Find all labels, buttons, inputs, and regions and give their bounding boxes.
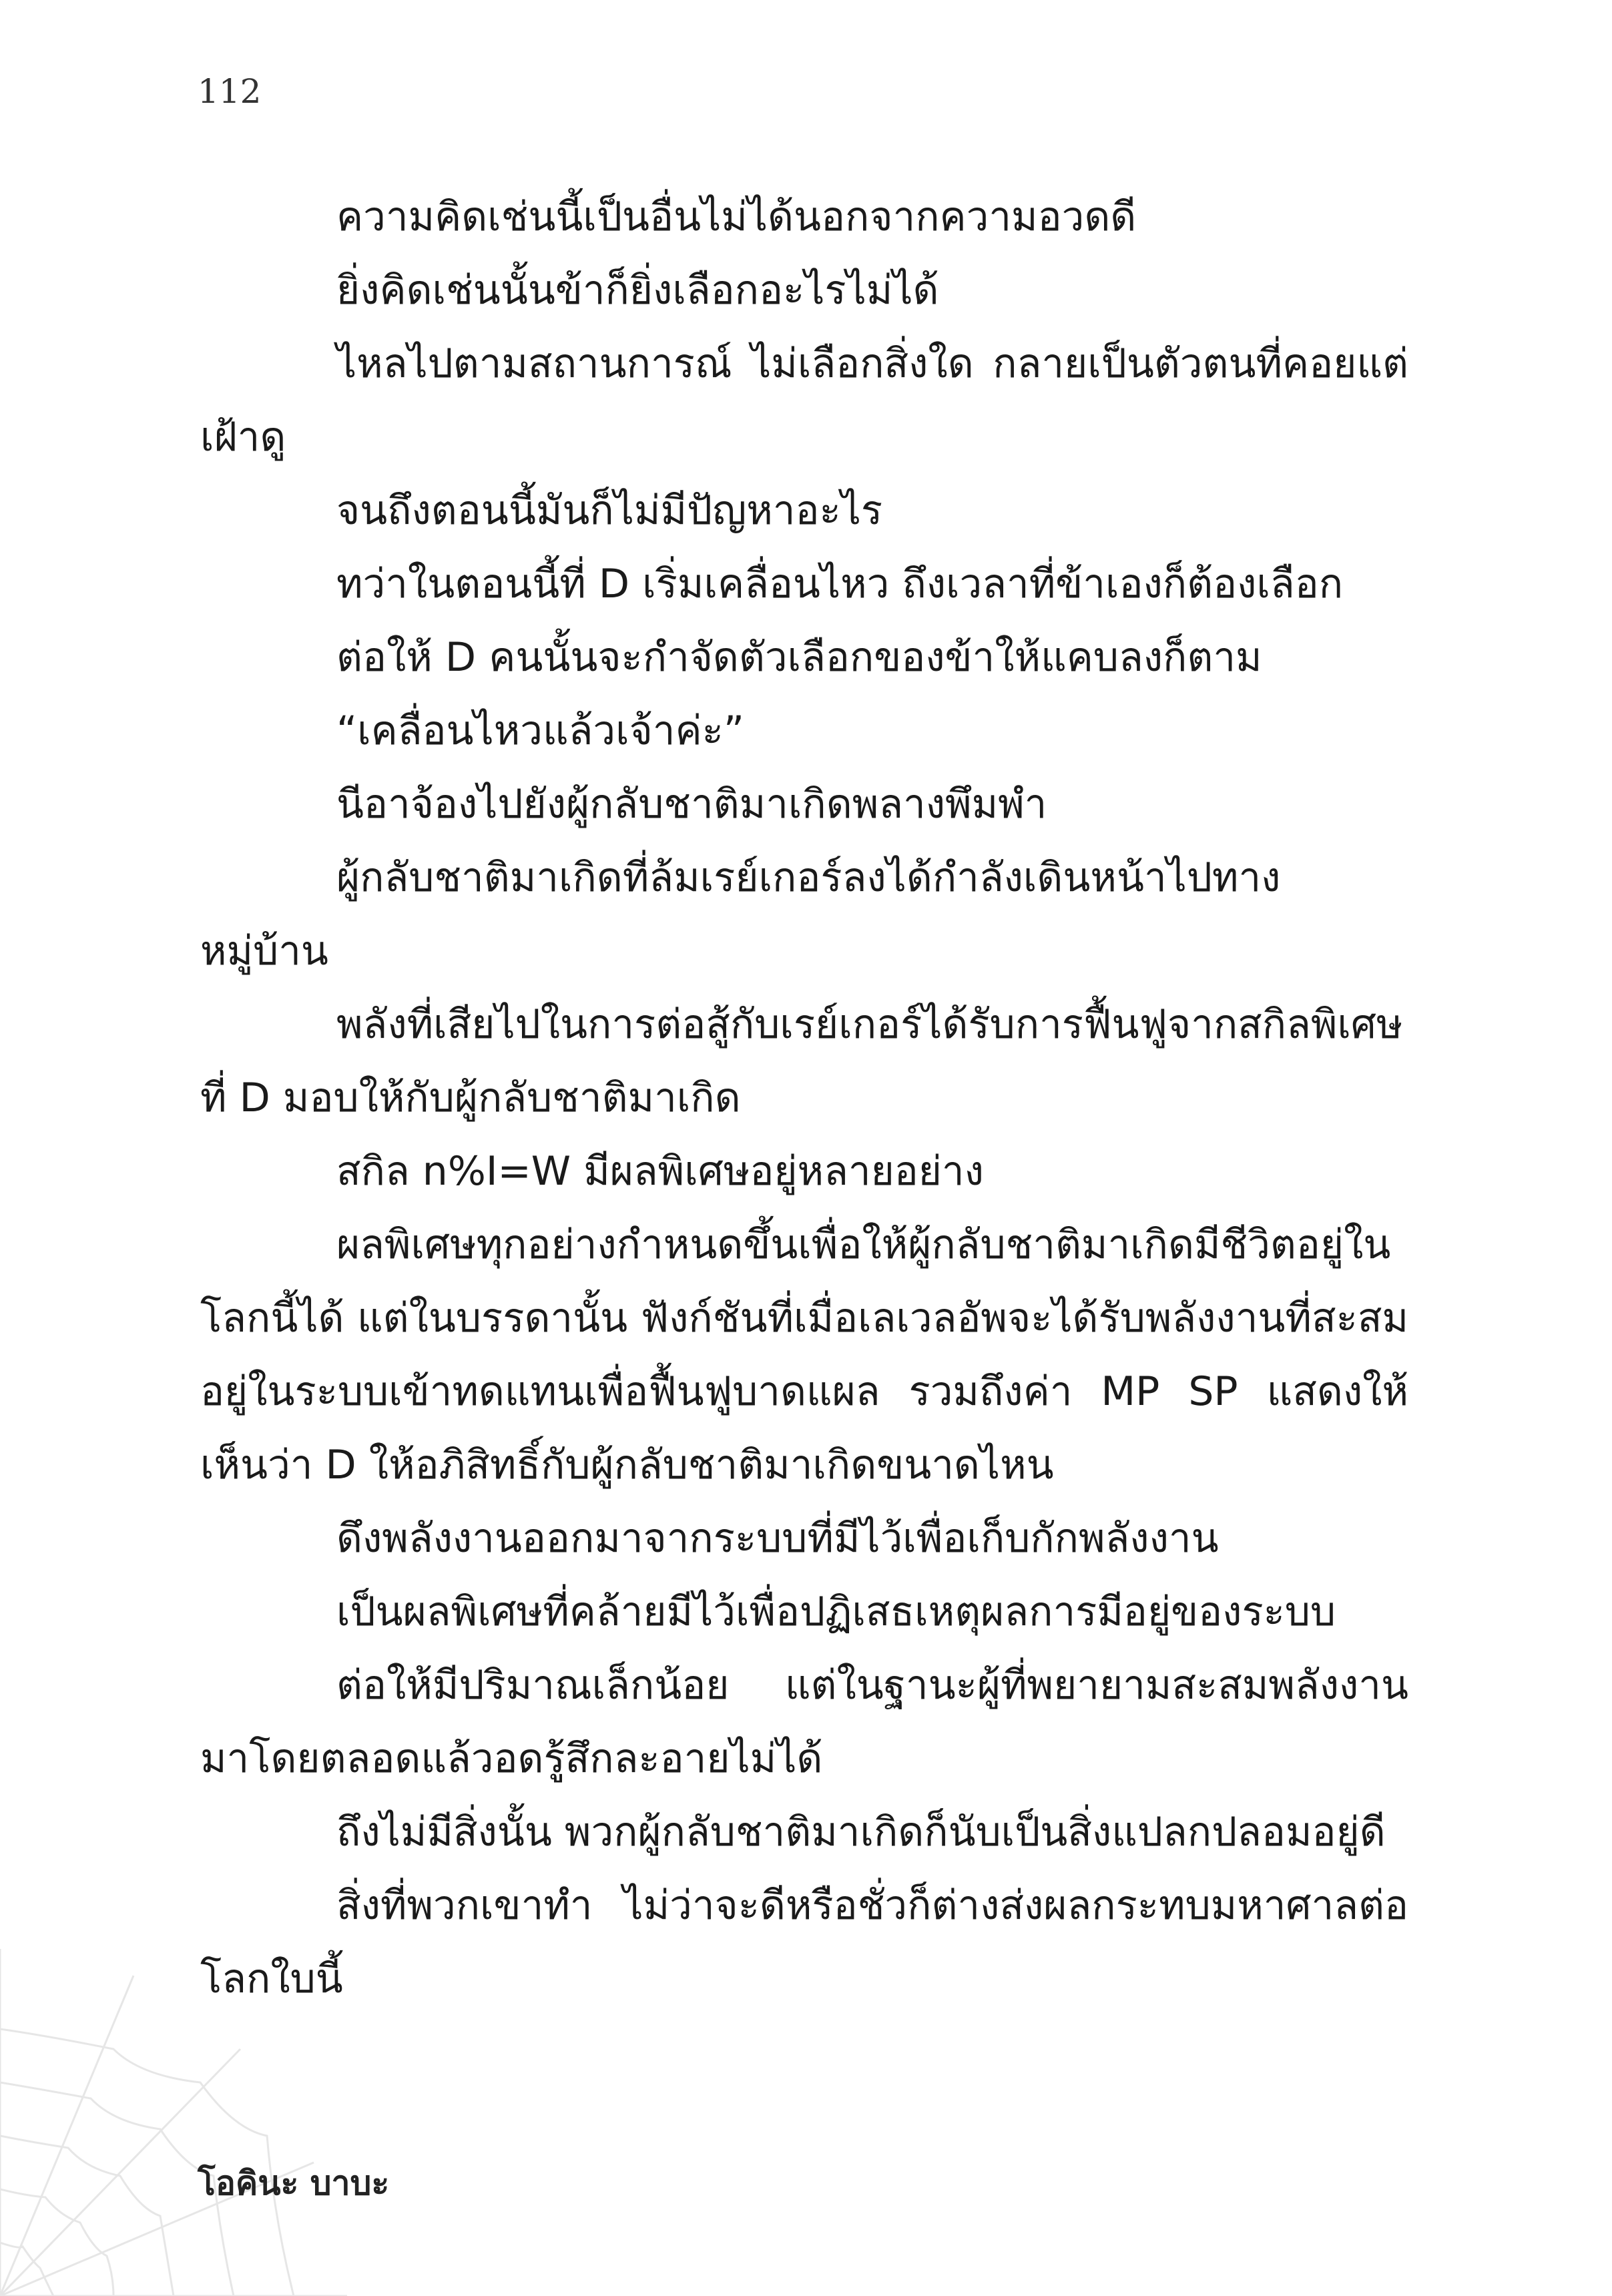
paragraph: นีอาจ้องไปยังผู้กลับชาติมาเกิดพลางพึมพำ xyxy=(336,781,1047,828)
paragraph: ต่อให้ D คนนั้นจะกำจัดตัวเลือกของข้าให้แคบลงก็ตาม xyxy=(336,634,1262,681)
paragraph: สิ่งที่พวกเขาทำ ไม่ว่าจะดีหรือชั่วก็ต่างส่งผลกระทบมหาศาลต่อโลกใบนี้ xyxy=(200,1882,1408,2002)
paragraph: ความคิดเช่นนี้เป็นอื่นไม่ได้นอกจากความอวดดี xyxy=(336,194,1137,240)
book-author: โอคินะ บาบะ xyxy=(198,2164,390,2203)
paragraph: ยิ่งคิดเช่นนั้นข้าก็ยิ่งเลือกอะไรไม่ได้ xyxy=(336,267,939,314)
paragraph: สกิล n%I=W มีผลพิเศษอยู่หลายอย่าง xyxy=(336,1148,984,1195)
paragraph: เป็นผลพิเศษที่คล้ายมีไว้เพื่อปฏิเสธเหตุผลการมีอยู่ของระบบ xyxy=(336,1589,1336,1635)
paragraph: ต่อให้มีปริมาณเล็กน้อย แต่ในฐานะผู้ที่พยายามสะสมพลังงานมาโดยตลอดแล้วอดรู้สึกละอายไม่ได้ xyxy=(200,1662,1408,1782)
paragraph: ไหลไปตามสถานการณ์ ไม่เลือกสิ่งใด กลายเป็นตัวตนที่คอยแต่เฝ้าดู xyxy=(200,340,1408,461)
spider-web-icon xyxy=(0,1949,347,2296)
paragraph: ถึงไม่มีสิ่งนั้น พวกผู้กลับชาติมาเกิดก็นับเป็นสิ่งแปลกปลอมอยู่ดี xyxy=(336,1809,1386,1855)
paragraph: ผลพิเศษทุกอย่างกำหนดขึ้นเพื่อให้ผู้กลับชาติมาเกิดมีชีวิตอยู่ในโลกนี้ได้ แต่ในบรรดานั้น ฟังก์ชันที่เมื่อเลเวลอัพจะได้รับพลังงานที่สะสมอยู่ในระบบเข้าทดแทนเพื่อฟื้นฟูบาดแผล รวมถึงค่า MP SP แสดงให้เห็นว่า D ให้อภิสิทธิ์กับผู้กลับชาติมาเกิดขนาดไหน xyxy=(200,1221,1408,1488)
paragraph: ทว่าในตอนนี้ที่ D เริ่มเคลื่อนไหว ถึงเวลาที่ข้าเองก็ต้องเลือก xyxy=(336,561,1344,607)
paragraph: พลังที่เสียไปในการต่อสู้กับเรย์เกอร์ได้รับการฟื้นฟูจากสกิลพิเศษที่ D มอบให้กับผู้กลับชาติมาเกิด xyxy=(200,1001,1403,1121)
paragraph: ดึงพลังงานออกมาจากระบบที่มีไว้เพื่อเก็บกักพลังงาน xyxy=(336,1515,1219,1562)
body-text xyxy=(200,180,1408,2016)
page-number: 112 xyxy=(198,72,262,111)
paragraph: ผู้กลับชาติมาเกิดที่ล้มเรย์เกอร์ลงได้กำลังเดินหน้าไปทางหมู่บ้าน xyxy=(200,854,1281,974)
paragraph: “เคลื่อนไหวแล้วเจ้าค่ะ” xyxy=(336,707,744,754)
paragraph: จนถึงตอนนี้มันก็ไม่มีปัญหาอะไร xyxy=(336,487,883,534)
